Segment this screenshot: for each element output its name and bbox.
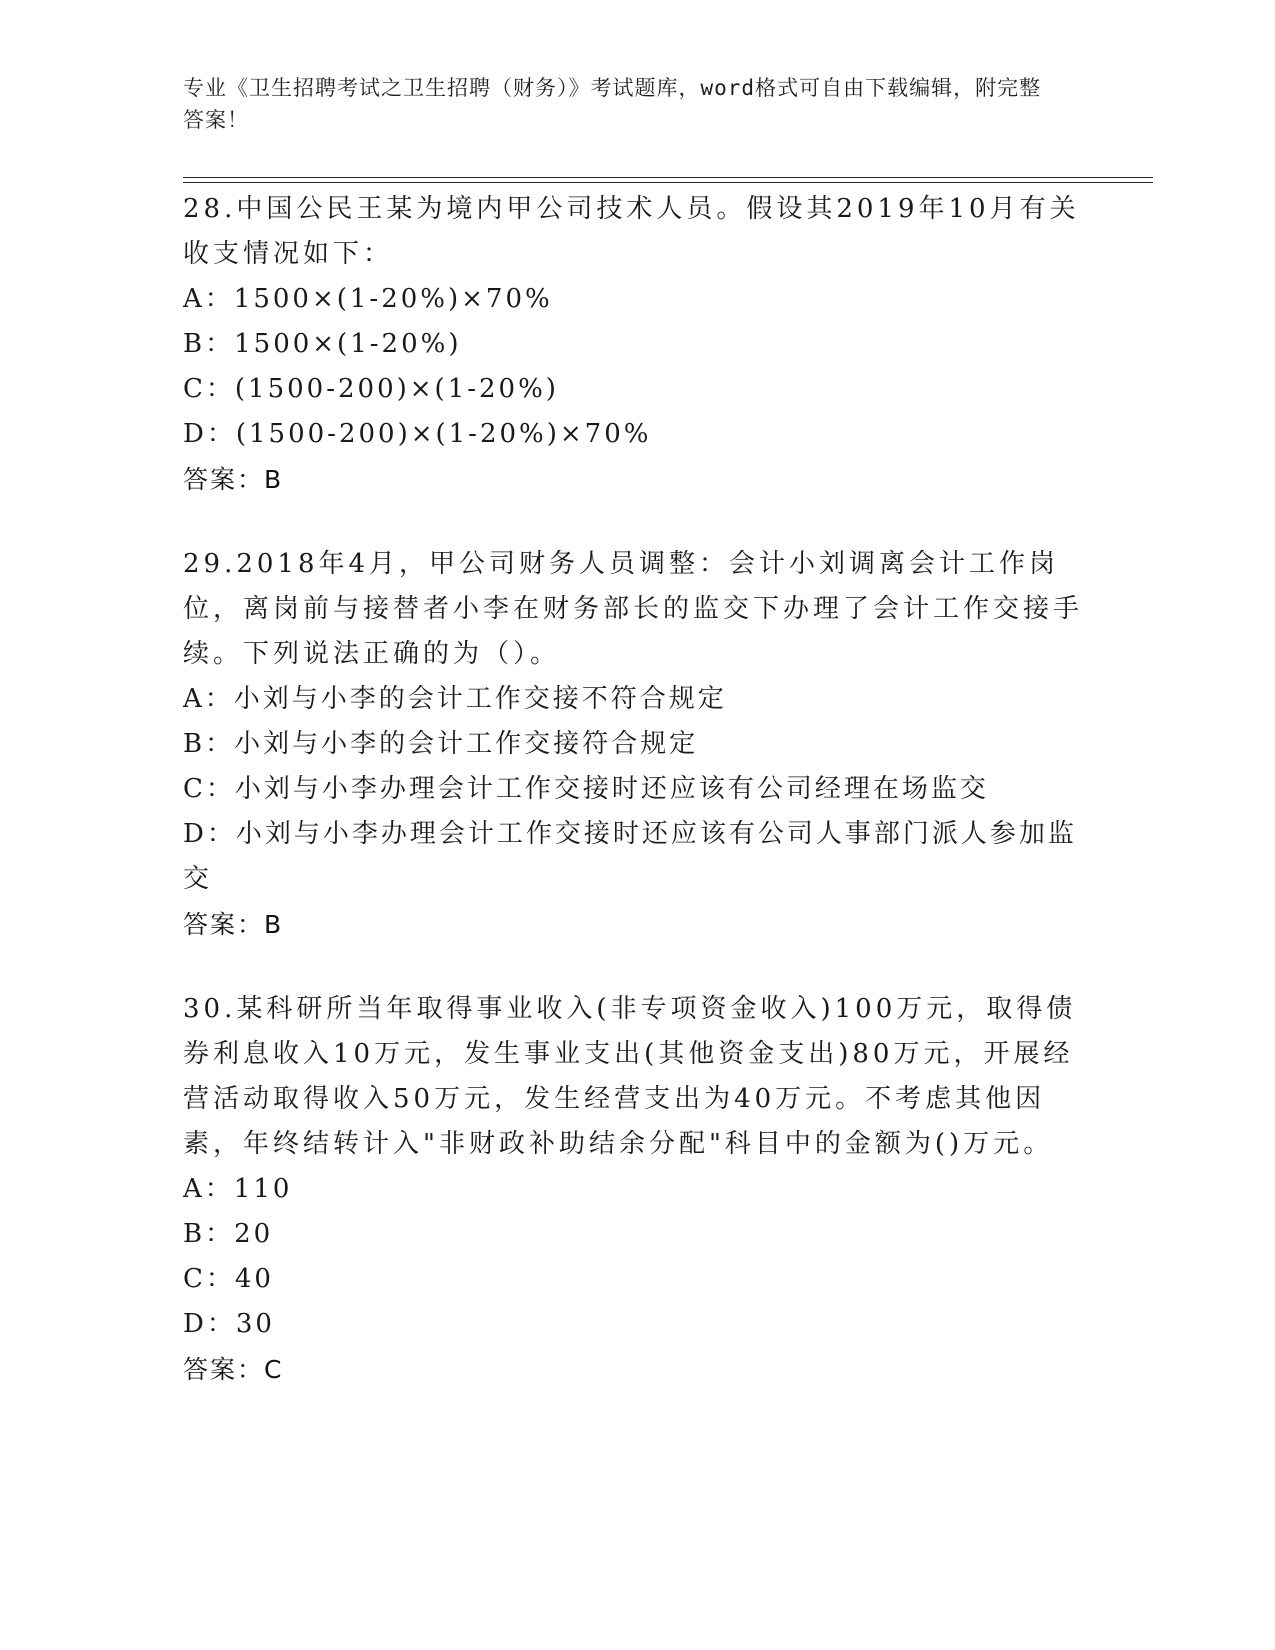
option-c: C：(1500-200)×(1-20%) bbox=[183, 374, 559, 404]
option-b: B：1500×(1-20%) bbox=[183, 329, 462, 359]
answer-label: 答案：C bbox=[183, 1355, 284, 1384]
question-30 bbox=[183, 987, 1083, 1392]
question-28 bbox=[183, 187, 1083, 502]
question-list bbox=[183, 187, 1083, 1432]
option-d: D：(1500-200)×(1-20%)×70% bbox=[183, 419, 652, 449]
option-d: D：小刘与小李办理会计工作交接时还应该有公司人事部门派人参加监交 bbox=[183, 819, 1077, 894]
option-a: A：小刘与小李的会计工作交接不符合规定 bbox=[183, 684, 727, 714]
question-stem: 28.中国公民王某为境内甲公司技术人员。假设其2019年10月有关收支情况如下： bbox=[183, 194, 1080, 269]
option-d: D：30 bbox=[183, 1309, 275, 1339]
document-header: 专业《卫生招聘考试之卫生招聘（财务）》考试题库，word格式可自由下载编辑，附完整答案！ bbox=[183, 76, 1042, 132]
option-c: C：40 bbox=[183, 1264, 274, 1294]
option-a: A：1500×(1-20%)×70% bbox=[183, 284, 553, 314]
answer-label: 答案：B bbox=[183, 465, 284, 494]
option-b: B：20 bbox=[183, 1219, 274, 1249]
question-stem: 30.某科研所当年取得事业收入(非专项资金收入)100万元，取得债券利息收入10万元，发生事业支出(其他资金支出)80万元，开展经营活动取得收入50万元，发生经营支出为40万元。不考虑其他因素，年终结转计入"非财政补助结余分配"科目中的金额为()万元。 bbox=[183, 994, 1077, 1159]
option-c: C：小刘与小李办理会计工作交接时还应该有公司经理在场监交 bbox=[183, 774, 989, 804]
question-29 bbox=[183, 542, 1083, 947]
header-divider-bottom bbox=[183, 182, 1153, 183]
option-a: A：110 bbox=[183, 1174, 293, 1204]
option-b: B：小刘与小李的会计工作交接符合规定 bbox=[183, 729, 699, 759]
question-stem: 29.2018年4月，甲公司财务人员调整：会计小刘调离会计工作岗位，离岗前与接替者小李在财务部长的监交下办理了会计工作交接手续。下列说法正确的为（）。 bbox=[183, 549, 1084, 669]
header-divider-top bbox=[183, 177, 1153, 178]
answer-label: 答案：B bbox=[183, 910, 284, 939]
